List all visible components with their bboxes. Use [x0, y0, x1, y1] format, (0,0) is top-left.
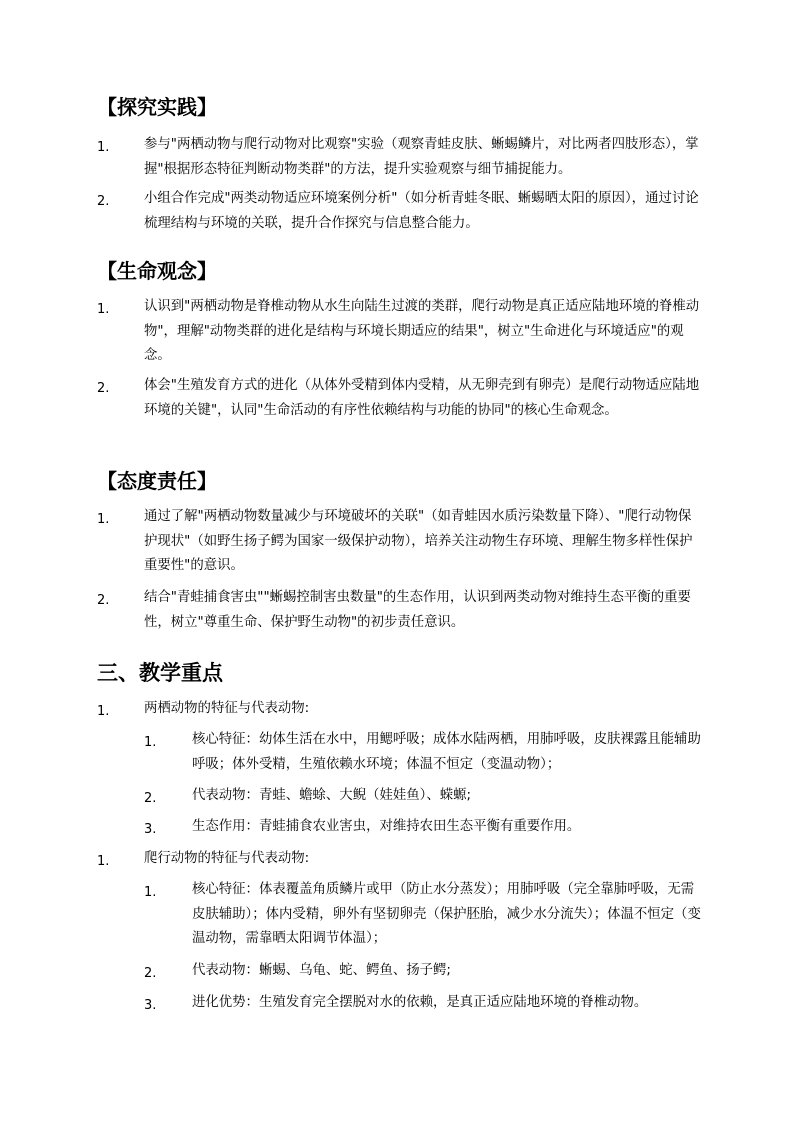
- list-number: 2.: [97, 593, 110, 608]
- list-item-text: 通过了解"两栖动物数量减少与环境破坏的关联"（如青蛙因水质污染数量下降）、"爬行动物保护现状"（如野生扬子鳄为国家一级保护动物），培养关注动物生存环境、理解生物多样性保护重要性"的意识。: [144, 509, 693, 573]
- sublist-number: 3.: [144, 998, 157, 1013]
- sublist-number: 3.: [144, 822, 157, 837]
- list-number: 1.: [97, 302, 110, 317]
- sublist-item-text: 生态作用：青蛙捕食农业害虫，对维持农田生态平衡有重要作用。: [192, 819, 581, 834]
- list-item-text: 认识到"两栖动物是脊椎动物从水生向陆生过渡的类群，爬行动物是真正适应陆地环境的脊椎动物"，理解"动物类群的进化是结构与环境长期适应的结果"，树立"生命进化与环境适应"的观念。: [144, 299, 700, 363]
- heading-practice: 【探究实践】: [97, 95, 217, 119]
- sublist-item-text: 进化优势：生殖发育完全摆脱对水的依赖，是真正适应陆地环境的脊椎动物。: [192, 995, 648, 1010]
- list-number: 1.: [97, 512, 110, 527]
- heading-attitude: 【态度责任】: [97, 469, 217, 493]
- sublist-item-text: 代表动物：青蛙、蟾蜍、大鲵（娃娃鱼）、蝾螈;: [192, 788, 472, 803]
- list-number: 1.: [97, 704, 110, 719]
- sublist-item-text: 核心特征：幼体生活在水中，用鳃呼吸；成体水陆两栖，用肺呼吸，皮肤裸露且能辅助呼吸；体外受精，生殖依赖水环境；体温不恒定（变温动物）；: [192, 732, 701, 772]
- list-item-text: 结合"青蛙捕食害虫""蜥蜴控制害虫数量"的生态作用，认识到两类动物对维持生态平衡的重要性，树立"尊重生命、保护野生动物"的初步责任意识。: [144, 590, 691, 630]
- heading-teaching-focus: 三、教学重点: [97, 661, 223, 685]
- sublist-number: 2.: [144, 791, 157, 806]
- list-item-text: 体会"生殖发育方式的进化（从体外受精到体内受精，从无卵壳到有卵壳）是爬行动物适应陆地环境的关键"，认同"生命活动的有序性依赖结构与功能的协同"的核心生命观念。: [144, 378, 700, 418]
- heading-life: 【生命观念】: [97, 259, 217, 283]
- sublist-item-text: 代表动物：蜥蜴、乌龟、蛇、鳄鱼、扬子鳄;: [192, 963, 451, 978]
- sublist-number: 1.: [144, 885, 157, 900]
- list-item-text: 参与"两栖动物与爬行动物对比观察"实验（观察青蛙皮肤、蜥蜴鳞片，对比两者四肢形态），掌握"根据形态特征判断动物类群"的方法，提升实验观察与细节捕捉能力。: [144, 137, 699, 177]
- group-title-amphibians: 两栖动物的特征与代表动物:: [144, 701, 310, 716]
- list-item-text: 小组合作完成"两类动物适应环境案例分析"（如分析青蛙冬眠、蜥蜴晒太阳的原因），通过讨论梳理结构与环境的关联，提升合作探究与信息整合能力。: [144, 191, 699, 231]
- sublist-item-text: 核心特征：体表覆盖角质鳞片或甲（防止水分蒸发）；用肺呼吸（完全靠肺呼吸，无需皮肤辅助）；体内受精，卵外有坚韧卵壳（保护胚胎，减少水分流失）；体温不恒定（变温动物，需靠晒太阳调节体温）；: [192, 882, 701, 946]
- group-title-reptiles: 爬行动物的特征与代表动物:: [144, 851, 310, 866]
- list-number: 2.: [97, 381, 110, 396]
- list-number: 2.: [97, 194, 110, 209]
- list-number: 1.: [97, 140, 110, 155]
- sublist-number: 1.: [144, 735, 157, 750]
- sublist-number: 2.: [144, 966, 157, 981]
- list-number: 1.: [97, 854, 110, 869]
